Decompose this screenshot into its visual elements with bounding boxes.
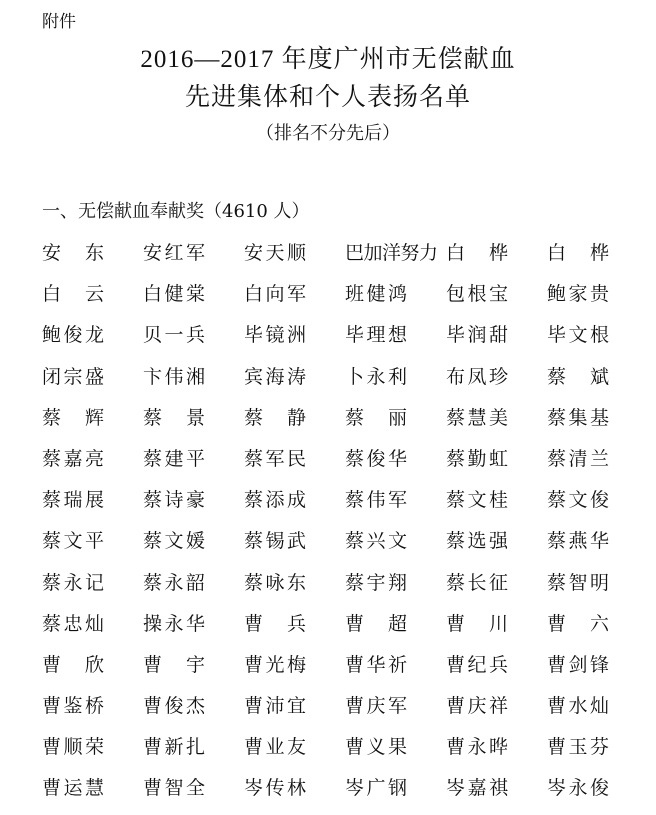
attachment-label: 附件 xyxy=(42,12,76,32)
name-entry: 蔡长征 xyxy=(446,571,508,594)
name-entry: 蔡选强 xyxy=(446,530,508,553)
name-entry: 蔡咏东 xyxy=(244,571,306,594)
name-entry: 蔡军民 xyxy=(244,447,306,470)
name-entry: 蔡慧美 xyxy=(446,406,508,429)
name-entry: 曹运慧 xyxy=(42,777,104,800)
name-entry: 白健棠 xyxy=(143,283,205,306)
name-entry: 蔡忠灿 xyxy=(42,612,104,635)
name-entry: 宾海涛 xyxy=(244,365,306,388)
name-entry: 蔡建平 xyxy=(143,447,205,470)
name-entry: 蔡文俊 xyxy=(547,489,609,512)
name-entry: 曹纪兵 xyxy=(446,653,508,676)
name-entry: 蔡 景 xyxy=(143,406,205,429)
name-entry: 蔡 静 xyxy=(244,406,306,429)
name-entry: 蔡诗豪 xyxy=(143,489,205,512)
name-entry: 蔡集基 xyxy=(547,406,609,429)
name-entry: 卞伟湘 xyxy=(143,365,205,388)
document-subtitle: （排名不分先后） xyxy=(256,123,400,144)
name-entry: 白 桦 xyxy=(547,242,609,264)
name-entry: 曹水灿 xyxy=(547,695,609,718)
name-entry: 白向军 xyxy=(244,283,306,306)
name-list xyxy=(42,238,632,815)
name-entry: 曹智全 xyxy=(143,777,205,800)
name-entry: 曹剑锋 xyxy=(547,653,609,676)
name-entry: 蔡 辉 xyxy=(42,406,104,429)
document-title-line-2: 先进集体和个人表扬名单 xyxy=(184,84,471,111)
name-entry: 卜永利 xyxy=(345,365,407,388)
name-entry: 曹 川 xyxy=(446,612,508,635)
name-entry: 蔡嘉亮 xyxy=(42,447,104,470)
name-entry: 鲍家贵 xyxy=(547,283,609,306)
name-entry: 布凤珍 xyxy=(446,365,508,388)
name-entry: 曹俊杰 xyxy=(143,695,205,718)
name-entry: 曹庆祥 xyxy=(446,695,508,718)
name-entry: 曹新扎 xyxy=(143,736,205,759)
name-entry: 蔡永记 xyxy=(42,571,104,594)
name-entry: 曹永晔 xyxy=(446,736,508,759)
name-entry: 曹 超 xyxy=(345,612,407,635)
name-entry: 曹 宇 xyxy=(143,653,205,676)
name-entry: 曹华祈 xyxy=(345,653,407,676)
name-entry: 蔡文媛 xyxy=(143,530,205,553)
name-entry: 安 东 xyxy=(42,242,104,264)
document-title-line-1: 2016—2017 年度广州市无偿献血 xyxy=(140,46,516,73)
name-entry: 曹光梅 xyxy=(244,653,306,676)
name-entry: 曹庆军 xyxy=(345,695,407,718)
name-entry: 岑广钢 xyxy=(345,777,407,800)
name-entry: 岑永俊 xyxy=(547,777,609,800)
name-entry: 巴加洋努力 xyxy=(345,242,438,264)
section-heading: 一、无偿献血奉献奖（4610 人） xyxy=(42,201,310,222)
name-entry: 班健鸿 xyxy=(345,283,407,306)
name-entry: 白 桦 xyxy=(446,242,508,264)
name-entry: 曹 兵 xyxy=(244,612,306,635)
name-entry: 鲍俊龙 xyxy=(42,324,104,347)
name-entry: 岑传林 xyxy=(244,777,306,800)
name-entry: 曹 六 xyxy=(547,612,609,635)
name-entry: 蔡瑞展 xyxy=(42,489,104,512)
name-entry: 蔡永韶 xyxy=(143,571,205,594)
name-entry: 安红军 xyxy=(143,242,205,264)
name-entry: 曹鉴桥 xyxy=(42,695,104,718)
name-entry: 曹义果 xyxy=(345,736,407,759)
name-entry: 毕文根 xyxy=(547,324,609,347)
name-entry: 蔡文平 xyxy=(42,530,104,553)
name-entry: 蔡文桂 xyxy=(446,489,508,512)
name-entry: 蔡俊华 xyxy=(345,447,407,470)
name-entry: 曹业友 xyxy=(244,736,306,759)
name-entry: 曹沛宜 xyxy=(244,695,306,718)
name-entry: 曹 欣 xyxy=(42,653,104,676)
name-entry: 操永华 xyxy=(143,612,205,635)
name-entry: 蔡兴文 xyxy=(345,530,407,553)
name-entry: 蔡 丽 xyxy=(345,406,407,429)
name-entry: 蔡勤虹 xyxy=(446,447,508,470)
name-entry: 毕润甜 xyxy=(446,324,508,347)
name-entry: 蔡宇翔 xyxy=(345,571,407,594)
name-entry: 蔡清兰 xyxy=(547,447,609,470)
name-entry: 曹玉芬 xyxy=(547,736,609,759)
name-entry: 蔡添成 xyxy=(244,489,306,512)
name-entry: 白 云 xyxy=(42,283,104,306)
name-entry: 蔡锡武 xyxy=(244,530,306,553)
name-entry: 安天顺 xyxy=(244,242,306,264)
name-entry: 包根宝 xyxy=(446,283,508,306)
name-entry: 毕镜洲 xyxy=(244,324,306,347)
name-entry: 曹顺荣 xyxy=(42,736,104,759)
name-entry: 岑嘉祺 xyxy=(446,777,508,800)
name-entry: 闭宗盛 xyxy=(42,365,104,388)
name-entry: 蔡伟军 xyxy=(345,489,407,512)
name-entry: 蔡燕华 xyxy=(547,530,609,553)
name-entry: 毕理想 xyxy=(345,324,407,347)
name-entry: 蔡 斌 xyxy=(547,365,609,388)
name-entry: 贝一兵 xyxy=(143,324,205,347)
name-entry: 蔡智明 xyxy=(547,571,609,594)
